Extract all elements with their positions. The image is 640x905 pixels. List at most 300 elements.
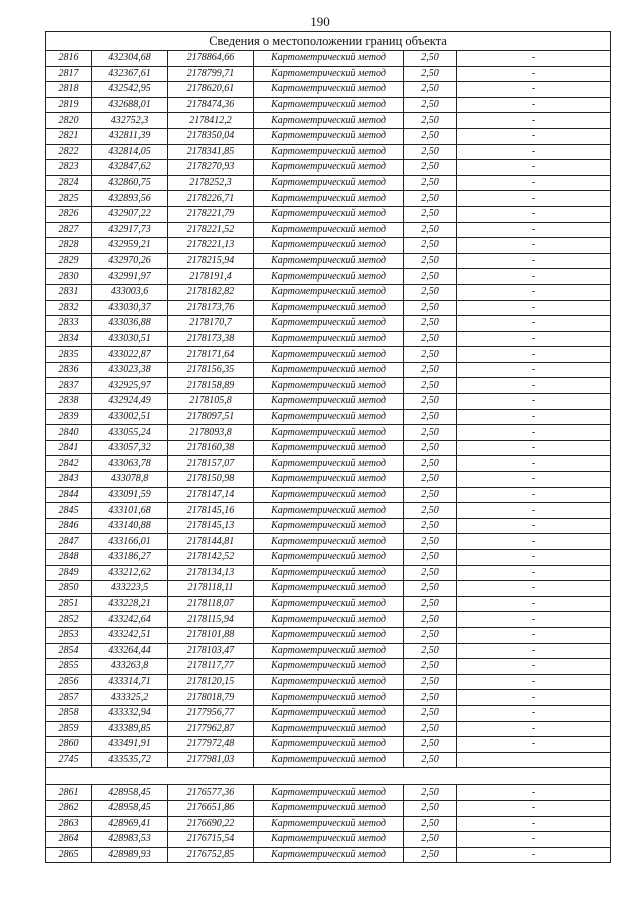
note-cell: - [457,440,611,456]
x-coordinate-cell: 432814,05 [92,144,168,160]
note-cell: - [457,785,611,801]
note-cell: - [457,847,611,863]
accuracy-cell: 2,50 [404,785,457,801]
note-cell: - [457,643,611,659]
accuracy-cell: 2,50 [404,472,457,488]
note-cell: - [457,425,611,441]
accuracy-cell: 2,50 [404,565,457,581]
table-row [46,643,611,659]
y-coordinate-cell: 2178182,82 [168,284,254,300]
accuracy-cell: 2,50 [404,175,457,191]
table-row [46,737,611,753]
table-row [46,238,611,254]
accuracy-cell: 2,50 [404,238,457,254]
point-number-cell: 2840 [46,425,92,441]
note-cell: - [457,175,611,191]
point-number-cell: 2823 [46,160,92,176]
x-coordinate-cell: 428969,41 [92,816,168,832]
method-cell: Картометрический метод [254,206,404,222]
note-cell: - [457,362,611,378]
note-cell: - [457,487,611,503]
table-row [46,847,611,863]
table-row [46,721,611,737]
note-cell: - [457,316,611,332]
note-cell: - [457,472,611,488]
y-coordinate-cell: 2178341,85 [168,144,254,160]
method-cell: Картометрический метод [254,160,404,176]
accuracy-cell: 2,50 [404,518,457,534]
method-cell: Картометрический метод [254,627,404,643]
accuracy-cell: 2,50 [404,816,457,832]
table-row [46,832,611,848]
point-number-cell: 2852 [46,612,92,628]
point-number-cell: 2837 [46,378,92,394]
note-cell: - [457,518,611,534]
x-coordinate-cell: 432925,97 [92,378,168,394]
note-cell: - [457,721,611,737]
table-row [46,378,611,394]
method-cell: Картометрический метод [254,331,404,347]
method-cell: Картометрический метод [254,269,404,285]
note-cell: - [457,206,611,222]
point-number-cell: 2843 [46,472,92,488]
table-row [46,690,611,706]
accuracy-cell: 2,50 [404,534,457,550]
table-row [46,284,611,300]
table-row [46,487,611,503]
table-row [46,581,611,597]
method-cell: Картометрический метод [254,612,404,628]
y-coordinate-cell: 2178097,51 [168,409,254,425]
table-row [46,97,611,113]
y-coordinate-cell: 2177972,48 [168,737,254,753]
method-cell: Картометрический метод [254,128,404,144]
note-cell: - [457,612,611,628]
method-cell: Картометрический метод [254,97,404,113]
note-cell [457,752,611,768]
x-coordinate-cell: 432924,49 [92,394,168,410]
table-row [46,816,611,832]
y-coordinate-cell: 2178105,8 [168,394,254,410]
point-number-cell: 2816 [46,51,92,67]
x-coordinate-cell: 433166,01 [92,534,168,550]
note-cell: - [457,51,611,67]
y-coordinate-cell: 2178171,64 [168,347,254,363]
x-coordinate-cell: 433186,27 [92,550,168,566]
note-cell: - [457,534,611,550]
accuracy-cell: 2,50 [404,394,457,410]
accuracy-cell: 2,50 [404,284,457,300]
note-cell: - [457,113,611,129]
note-cell: - [457,581,611,597]
accuracy-cell: 2,50 [404,674,457,690]
accuracy-cell: 2,50 [404,721,457,737]
point-number-cell: 2825 [46,191,92,207]
x-coordinate-cell: 433389,85 [92,721,168,737]
accuracy-cell: 2,50 [404,51,457,67]
note-cell: - [457,97,611,113]
point-number-cell: 2844 [46,487,92,503]
accuracy-cell: 2,50 [404,643,457,659]
y-coordinate-cell: 2178191,4 [168,269,254,285]
method-cell: Картометрический метод [254,518,404,534]
note-cell: - [457,378,611,394]
accuracy-cell: 2,50 [404,550,457,566]
y-coordinate-cell: 2178158,89 [168,378,254,394]
y-coordinate-cell: 2178173,38 [168,331,254,347]
x-coordinate-cell: 433057,32 [92,440,168,456]
y-coordinate-cell: 2178226,71 [168,191,254,207]
method-cell: Картометрический метод [254,456,404,472]
x-coordinate-cell: 432304,68 [92,51,168,67]
method-cell: Картометрический метод [254,394,404,410]
point-number-cell: 2864 [46,832,92,848]
table-row [46,472,611,488]
table-row [46,269,611,285]
accuracy-cell: 2,50 [404,659,457,675]
method-cell: Картометрический метод [254,409,404,425]
y-coordinate-cell: 2178118,11 [168,581,254,597]
point-number-cell: 2822 [46,144,92,160]
point-number-cell: 2858 [46,705,92,721]
accuracy-cell: 2,50 [404,705,457,721]
method-cell: Картометрический метод [254,674,404,690]
x-coordinate-cell: 433264,44 [92,643,168,659]
x-coordinate-cell: 433535,72 [92,752,168,768]
y-coordinate-cell: 2178115,94 [168,612,254,628]
table-row [46,627,611,643]
x-coordinate-cell: 433030,37 [92,300,168,316]
accuracy-cell: 2,50 [404,269,457,285]
accuracy-cell: 2,50 [404,737,457,753]
x-coordinate-cell: 428958,45 [92,800,168,816]
y-coordinate-cell: 2176715,54 [168,832,254,848]
page-number: 190 [310,14,330,29]
x-coordinate-cell: 433263,8 [92,659,168,675]
point-number-cell: 2827 [46,222,92,238]
method-cell: Картометрический метод [254,565,404,581]
method-cell: Картометрический метод [254,581,404,597]
method-cell: Картометрический метод [254,378,404,394]
method-cell: Картометрический метод [254,425,404,441]
point-number-cell: 2841 [46,440,92,456]
accuracy-cell: 2,50 [404,331,457,347]
x-coordinate-cell: 433325,2 [92,690,168,706]
x-coordinate-cell: 433242,64 [92,612,168,628]
x-coordinate-cell: 433212,62 [92,565,168,581]
accuracy-cell: 2,50 [404,300,457,316]
x-coordinate-cell: 433332,94 [92,705,168,721]
point-number-cell: 2836 [46,362,92,378]
point-number-cell: 2856 [46,674,92,690]
method-cell: Картометрический метод [254,66,404,82]
x-coordinate-cell: 432917,73 [92,222,168,238]
note-cell: - [457,191,611,207]
note-cell: - [457,300,611,316]
y-coordinate-cell: 2178117,77 [168,659,254,675]
accuracy-cell: 2,50 [404,440,457,456]
accuracy-cell: 2,50 [404,97,457,113]
table-row [46,51,611,67]
table-row [46,253,611,269]
table-row [46,128,611,144]
table-row [46,300,611,316]
method-cell: Картометрический метод [254,222,404,238]
point-number-cell: 2830 [46,269,92,285]
note-cell: - [457,222,611,238]
method-cell: Картометрический метод [254,113,404,129]
note-cell: - [457,347,611,363]
point-number-cell: 2862 [46,800,92,816]
point-number-cell: 2819 [46,97,92,113]
x-coordinate-cell: 428958,45 [92,785,168,801]
method-cell: Картометрический метод [254,534,404,550]
method-cell: Картометрический метод [254,705,404,721]
note-cell: - [457,816,611,832]
accuracy-cell: 2,50 [404,409,457,425]
y-coordinate-cell: 2178252,3 [168,175,254,191]
note-cell: - [457,674,611,690]
point-number-cell: 2865 [46,847,92,863]
note-cell: - [457,659,611,675]
y-coordinate-cell: 2178156,35 [168,362,254,378]
method-cell: Картометрический метод [254,487,404,503]
x-coordinate-cell: 432688,01 [92,97,168,113]
y-coordinate-cell: 2178093,8 [168,425,254,441]
method-cell: Картометрический метод [254,752,404,768]
accuracy-cell: 2,50 [404,66,457,82]
point-number-cell: 2846 [46,518,92,534]
y-coordinate-cell: 2178412,2 [168,113,254,129]
accuracy-cell: 2,50 [404,487,457,503]
table-row [46,705,611,721]
point-number-cell: 2860 [46,737,92,753]
table-row [46,144,611,160]
x-coordinate-cell: 433228,21 [92,596,168,612]
point-number-cell: 2861 [46,785,92,801]
point-number-cell: 2835 [46,347,92,363]
accuracy-cell: 2,50 [404,378,457,394]
y-coordinate-cell: 2178620,61 [168,82,254,98]
y-coordinate-cell: 2178157,07 [168,456,254,472]
y-coordinate-cell: 2178150,98 [168,472,254,488]
table-row [46,175,611,191]
point-number-cell: 2855 [46,659,92,675]
method-cell: Картометрический метод [254,51,404,67]
accuracy-cell: 2,50 [404,347,457,363]
table-row [46,596,611,612]
table-row [46,674,611,690]
point-number-cell: 2863 [46,816,92,832]
point-number-cell: 2817 [46,66,92,82]
table-row [46,362,611,378]
point-number-cell: 2826 [46,206,92,222]
note-cell: - [457,705,611,721]
x-coordinate-cell: 433030,51 [92,331,168,347]
note-cell: - [457,690,611,706]
boundary-coordinates-table [45,31,611,863]
table-row [46,394,611,410]
x-coordinate-cell: 433002,51 [92,409,168,425]
table-row [46,752,611,768]
table-row [46,160,611,176]
accuracy-cell: 2,50 [404,222,457,238]
note-cell: - [457,284,611,300]
accuracy-cell: 2,50 [404,847,457,863]
note-cell: - [457,550,611,566]
table-row [46,785,611,801]
point-number-cell: 2828 [46,238,92,254]
table-row [46,222,611,238]
table-row [46,518,611,534]
y-coordinate-cell: 2177962,87 [168,721,254,737]
y-coordinate-cell: 2178221,13 [168,238,254,254]
table-row [46,347,611,363]
accuracy-cell: 2,50 [404,456,457,472]
x-coordinate-cell: 432860,75 [92,175,168,191]
point-number-cell: 2833 [46,316,92,332]
table-row [46,565,611,581]
table-row [46,206,611,222]
method-cell: Картометрический метод [254,721,404,737]
accuracy-cell: 2,50 [404,581,457,597]
x-coordinate-cell: 433101,68 [92,503,168,519]
note-cell: - [457,128,611,144]
table-row [46,440,611,456]
table-row [46,612,611,628]
group-separator-row [46,768,611,785]
point-number-cell: 2829 [46,253,92,269]
accuracy-cell: 2,50 [404,82,457,98]
y-coordinate-cell: 2178120,15 [168,674,254,690]
note-cell: - [457,331,611,347]
y-coordinate-cell: 2178864,66 [168,51,254,67]
method-cell: Картометрический метод [254,847,404,863]
x-coordinate-cell: 432811,39 [92,128,168,144]
method-cell: Картометрический метод [254,690,404,706]
x-coordinate-cell: 432893,56 [92,191,168,207]
x-coordinate-cell: 432542,95 [92,82,168,98]
x-coordinate-cell: 433091,59 [92,487,168,503]
y-coordinate-cell: 2178350,04 [168,128,254,144]
table-row [46,659,611,675]
point-number-cell: 2850 [46,581,92,597]
method-cell: Картометрический метод [254,253,404,269]
point-number-cell: 2849 [46,565,92,581]
method-cell: Картометрический метод [254,816,404,832]
note-cell: - [457,253,611,269]
table-row [46,550,611,566]
table-row [46,191,611,207]
point-number-cell: 2824 [46,175,92,191]
y-coordinate-cell: 2178160,38 [168,440,254,456]
table-row [46,425,611,441]
note-cell: - [457,596,611,612]
y-coordinate-cell: 2178145,13 [168,518,254,534]
accuracy-cell: 2,50 [404,362,457,378]
point-number-cell: 2745 [46,752,92,768]
method-cell: Картометрический метод [254,175,404,191]
table-title-row [46,32,611,51]
y-coordinate-cell: 2178270,93 [168,160,254,176]
accuracy-cell: 2,50 [404,144,457,160]
method-cell: Картометрический метод [254,440,404,456]
point-number-cell: 2820 [46,113,92,129]
method-cell: Картометрический метод [254,82,404,98]
x-coordinate-cell: 432959,21 [92,238,168,254]
y-coordinate-cell: 2178170,7 [168,316,254,332]
y-coordinate-cell: 2178101,88 [168,627,254,643]
y-coordinate-cell: 2176651,86 [168,800,254,816]
note-cell: - [457,627,611,643]
accuracy-cell: 2,50 [404,832,457,848]
table-row [46,800,611,816]
table-row [46,534,611,550]
point-number-cell: 2834 [46,331,92,347]
note-cell: - [457,456,611,472]
x-coordinate-cell: 432847,62 [92,160,168,176]
x-coordinate-cell: 432970,26 [92,253,168,269]
y-coordinate-cell: 2178799,71 [168,66,254,82]
x-coordinate-cell: 433003,6 [92,284,168,300]
method-cell: Картометрический метод [254,550,404,566]
point-number-cell: 2847 [46,534,92,550]
table-row [46,409,611,425]
x-coordinate-cell: 433036,88 [92,316,168,332]
note-cell: - [457,394,611,410]
method-cell: Картометрический метод [254,503,404,519]
y-coordinate-cell: 2178103,47 [168,643,254,659]
note-cell: - [457,565,611,581]
method-cell: Картометрический метод [254,316,404,332]
method-cell: Картометрический метод [254,191,404,207]
note-cell: - [457,144,611,160]
x-coordinate-cell: 433063,78 [92,456,168,472]
point-number-cell: 2845 [46,503,92,519]
separator-cell [46,768,611,785]
accuracy-cell: 2,50 [404,206,457,222]
point-number-cell: 2854 [46,643,92,659]
point-number-cell: 2832 [46,300,92,316]
note-cell: - [457,82,611,98]
point-number-cell: 2859 [46,721,92,737]
table-row [46,82,611,98]
method-cell: Картометрический метод [254,596,404,612]
y-coordinate-cell: 2178221,79 [168,206,254,222]
note-cell: - [457,66,611,82]
y-coordinate-cell: 2178474,36 [168,97,254,113]
accuracy-cell: 2,50 [404,253,457,269]
method-cell: Картометрический метод [254,300,404,316]
x-coordinate-cell: 433055,24 [92,425,168,441]
point-number-cell: 2831 [46,284,92,300]
note-cell: - [457,737,611,753]
method-cell: Картометрический метод [254,238,404,254]
note-cell: - [457,503,611,519]
x-coordinate-cell: 433140,88 [92,518,168,534]
method-cell: Картометрический метод [254,144,404,160]
accuracy-cell: 2,50 [404,503,457,519]
accuracy-cell: 2,50 [404,160,457,176]
note-cell: - [457,269,611,285]
method-cell: Картометрический метод [254,362,404,378]
accuracy-cell: 2,50 [404,627,457,643]
y-coordinate-cell: 2178118,07 [168,596,254,612]
point-number-cell: 2821 [46,128,92,144]
method-cell: Картометрический метод [254,284,404,300]
x-coordinate-cell: 433023,38 [92,362,168,378]
method-cell: Картометрический метод [254,643,404,659]
